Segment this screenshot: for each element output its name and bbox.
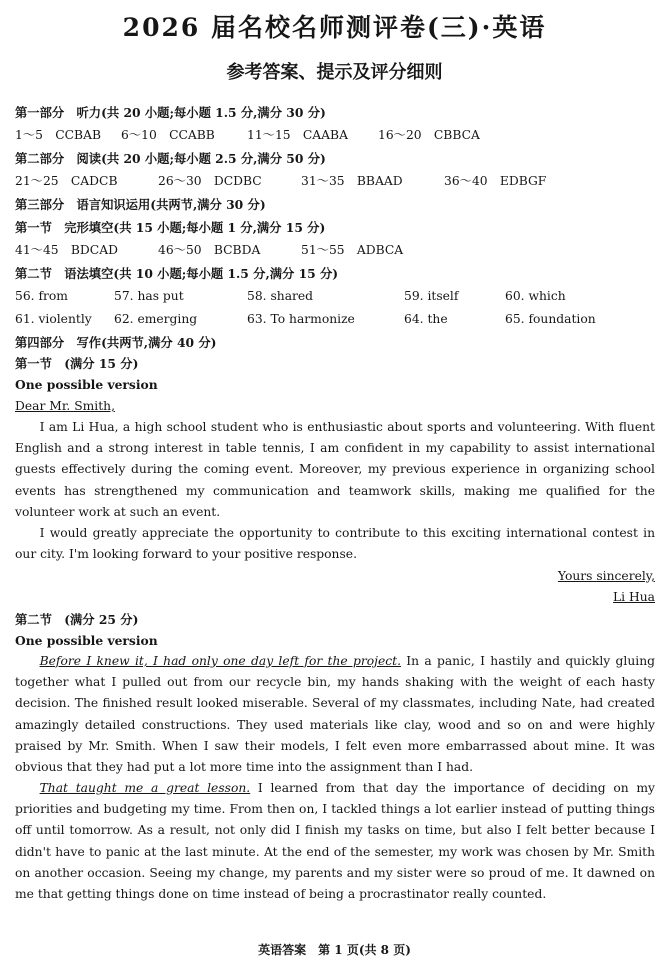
story-text: In a panic, I hastily and quickly gluing together what I pulled out from our recycle bin, my hands shaking with the weight of each hasty decision. The finished result looked miserable. Several of my classmates, including Nate, had created amazingly detailed constructions. They used materials like clay, wood and so on and were highly praised by Mr. Smith. When I saw their models, I felt even more embarrassed about mine. It was obvious that they had put a lot more time into the assignment than I had. xyxy=(15,654,656,775)
answer-item: 62. emerging xyxy=(114,312,198,326)
letter-closing: Yours sincerely, xyxy=(557,569,655,583)
answer-group: 41～45 BDCAD xyxy=(15,243,118,257)
letter-salutation: Dear Mr. Smith, xyxy=(15,399,115,413)
answer-group: 16～20 CBBCA xyxy=(378,128,480,142)
letter-paragraph-2: I would greatly appreciate the opportunity to contribute to this exciting international contest in our city. I'm looking forward to your positive response. xyxy=(15,526,655,562)
answer-group: 6～10 CCABB xyxy=(121,128,215,142)
page-title: 2026 届名校名师测评卷(三)·英语 xyxy=(122,13,547,42)
answer-item: 65. foundation xyxy=(505,312,596,326)
page-subtitle: 参考答案、提示及评分细则 xyxy=(226,62,443,83)
part3-heading: 第三部分 语言知识运用(共两节,满分 30 分) xyxy=(15,197,266,212)
answer-group: 21～25 CADCB xyxy=(15,174,118,188)
letter-signature: Li Hua xyxy=(613,590,655,604)
answer-item: 57. has put xyxy=(114,289,184,303)
answer-item: 60. which xyxy=(505,289,566,303)
story-paragraph-1 xyxy=(15,651,655,778)
answer-group: 46～50 BCBDA xyxy=(158,243,261,257)
part1-heading: 第一部分 听力(共 20 小题;每小题 1.5 分,满分 30 分) xyxy=(15,105,326,120)
answer-item: 56. from xyxy=(15,289,68,303)
answer-item: 64. the xyxy=(404,312,448,326)
answer-group: 1～5 CCBAB xyxy=(15,128,102,142)
answer-group: 36～40 EDBGF xyxy=(444,174,547,188)
given-opening-sentence: That taught me a great lesson. xyxy=(39,781,251,795)
answer-item: 61. violently xyxy=(15,312,92,326)
answer-group: 26～30 DCDBC xyxy=(158,174,262,188)
story-text: I learned from that day the importance of deciding on my priorities and budgeting my time. From then on, I tackled things a lot earlier instead of putting things off until tomorrow. As a result, not only did I finish my tasks on time, but also I felt better because I didn't have to panic at the last minute. At the end of the semester, my work was chosen by Mr. Smith on another occasion. Seeing my change, my parents and my sister were so proud of me. It dawned on me that getting things done on time instead of being a procrastinator really counted. xyxy=(15,781,656,902)
part2-heading: 第二部分 阅读(共 20 小题;每小题 2.5 分,满分 50 分) xyxy=(15,151,326,166)
letter-paragraph-1: I am Li Hua, a high school student who is enthusiastic about sports and volunteering. With fluent English and a strong interest in table tennis, I am confident in my capability to assist international guests effectively during the coming event. Moreover, my previous experience in organizing school events has strengthened my communication and teamwork skills, making me qualified for the volunteer work at such an event. xyxy=(15,420,655,519)
part3-section2-heading: 第二节 语法填空(共 10 小题;每小题 1.5 分,满分 15 分) xyxy=(15,266,339,281)
answer-group: 51～55 ADBCA xyxy=(301,243,404,257)
part4-section1-heading: 第一节 (满分 15 分) xyxy=(15,356,139,371)
answer-item: 63. To harmonize xyxy=(247,312,355,326)
answer-item: 58. shared xyxy=(247,289,314,303)
answer-item: 59. itself xyxy=(404,289,459,303)
page-footer: 英语答案 第 1 页(共 8 页) xyxy=(258,943,411,957)
story-paragraph-2 xyxy=(15,778,655,905)
part3-section1-heading: 第一节 完形填空(共 15 小题;每小题 1 分,满分 15 分) xyxy=(15,220,326,235)
part4-section2-heading: 第二节 (满分 25 分) xyxy=(15,612,139,627)
part4-heading: 第四部分 写作(共两节,满分 40 分) xyxy=(15,335,217,350)
version-label: One possible version xyxy=(15,633,158,648)
version-label: One possible version xyxy=(15,377,158,392)
given-opening-sentence: Before I knew it, I had only one day left for the project. xyxy=(39,654,401,668)
answer-group: 11～15 CAABA xyxy=(247,128,348,142)
answer-group: 31～35 BBAAD xyxy=(301,174,403,188)
